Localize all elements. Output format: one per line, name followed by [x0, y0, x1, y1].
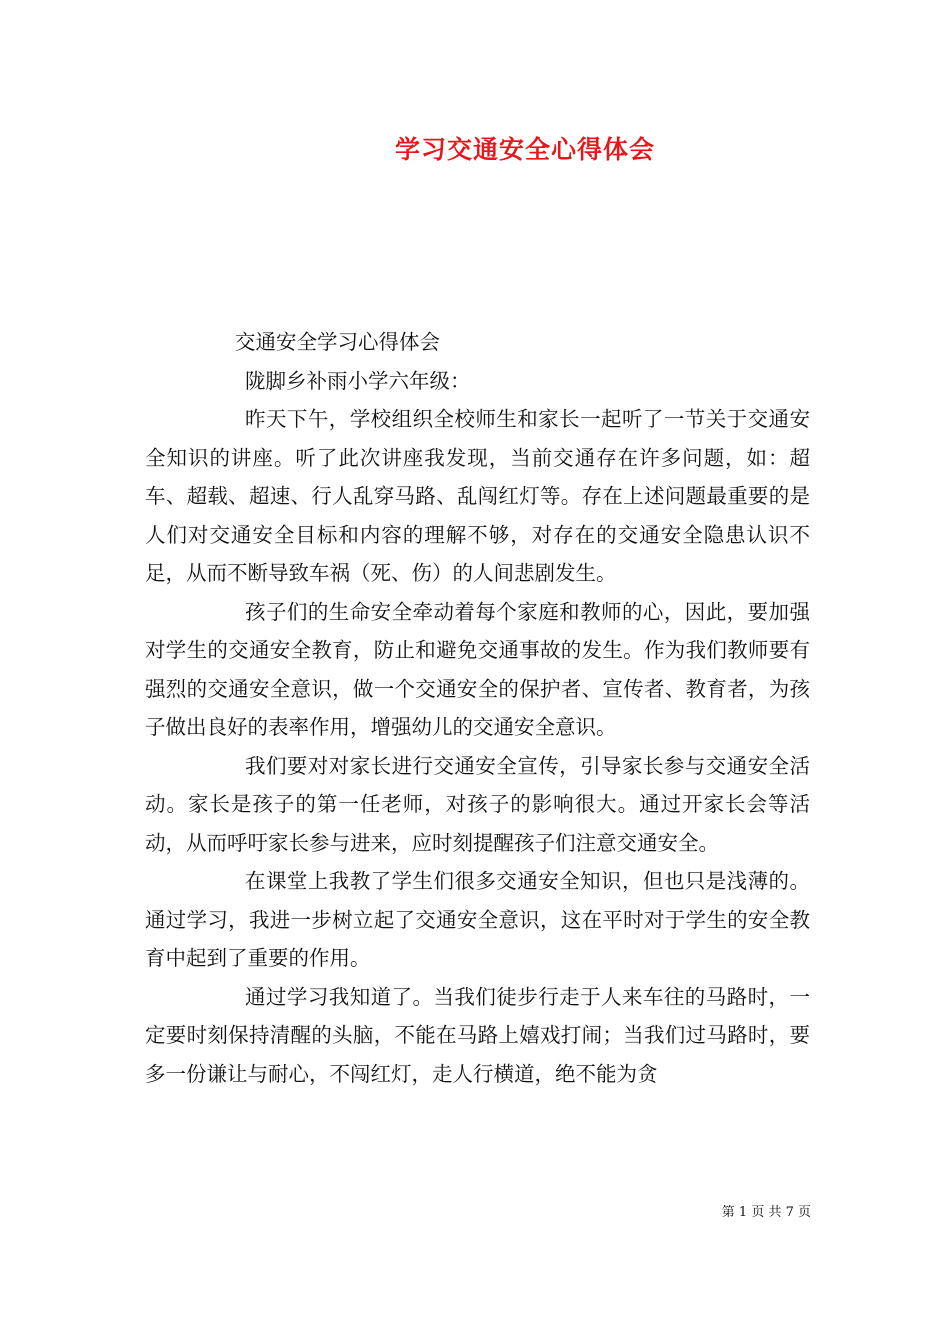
page-number: 第 1 页 共 7 页 — [721, 1205, 811, 1220]
paragraph-2: 孩子们的生命安全牵动着每个家庭和教师的心，因此，要加强对学生的交通安全教育，防止和避免交通事故的发生。作为我们教师要有强烈的交通安全意识，做一个交通安全的保护者、宣传者、教育者，为孩子做出良好的表率作用，增强幼儿的交通安全意识。 — [145, 599, 810, 739]
school-line: 陇脚乡补雨小学六年级： — [245, 368, 471, 393]
paragraph-4: 在课堂上我教了学生们很多交通安全知识，但也只是浅薄的。通过学习，我进一步树立起了交通安全意识，这在平时对于学生的安全教育中起到了重要的作用。 — [145, 869, 810, 970]
document-body — [145, 323, 810, 1093]
paragraph-5: 通过学习我知道了。当我们徒步行走于人来车往的马路时，一定要时刻保持清醒的头脑，不能在马路上嬉戏打闹；当我们过马路时，要多一份谦让与耐心，不闯红灯，走人行横道，绝不能为贪 — [145, 984, 810, 1086]
document-subtitle: 交通安全学习心得体会 — [235, 330, 440, 354]
paragraph-3: 我们要对对家长进行交通安全宣传，引导家长参与交通安全活动。家长是孩子的第一任老师，对孩子的影响很大。通过开家长会等活动，从而呼吁家长参与进来，应时刻提醒孩子们注意交通安全。 — [145, 753, 810, 855]
paragraph-1: 昨天下午，学校组织全校师生和家长一起听了一节关于交通安全知识的讲座。听了此次讲座我发现，当前交通存在许多问题，如：超车、超载、超速、行人乱穿马路、乱闯红灯等。存在上述问题最重要的是人们对交通安全目标和内容的理解不够，对存在的交通安全隐患认识不足，从而不断导致车祸（死、伤）的人间悲剧发生。 — [145, 407, 810, 585]
document-title: 学习交通安全心得体会 — [394, 135, 655, 164]
